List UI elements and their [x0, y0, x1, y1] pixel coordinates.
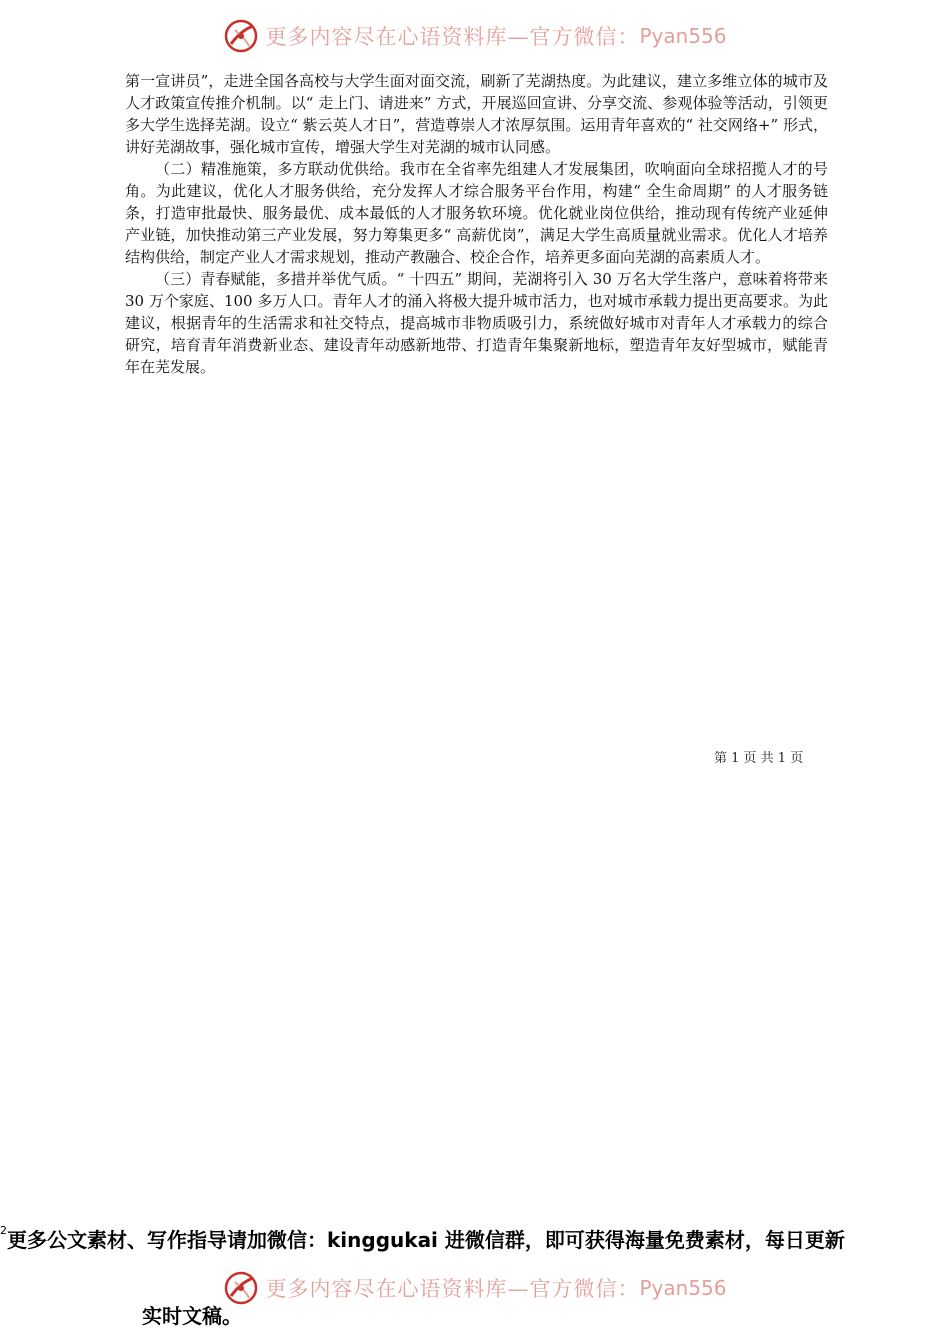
- library-logo-icon: [223, 18, 259, 54]
- paragraph: 第一宣讲员”，走进全国各高校与大学生面对面交流，刷新了芜湖热度。为此建议，建立多维立体的城市及人才政策宣传推介机制。以“ 走上门、请进来” 方式，开展巡回宣讲、分享交流、参观体验等活动，引领更多大学生选择芜湖。设立“ 紫云英人才日”，营造尊崇人才浓厚氛围。运用青年喜欢的“ 社交网络+” 形式，讲好芜湖故事，强化城市宣传，增强大学生对芜湖的城市认同感。: [125, 72, 828, 156]
- watermark-text: 更多内容尽在心语资料库—官方微信：: [265, 1277, 640, 1301]
- footer-promo-text: 更多公文素材、写作指导请加微信：kinggukai 进微信群，即可获得海量免费素材，每日更新: [7, 1228, 845, 1252]
- footer-promo-line: [0, 1224, 950, 1253]
- watermark-header: [0, 16, 950, 56]
- watermark-wechat-id: Pyan556: [639, 24, 727, 48]
- watermark-text: 更多内容尽在心语资料库—官方微信：: [265, 25, 640, 49]
- document-body: [125, 70, 828, 378]
- paragraph: （二）精准施策，多方联动优供给。我市在全省率先组建人才发展集团，吹响面向全球招揽人才的号角。为此建议，优化人才服务供给，充分发挥人才综合服务平台作用，构建“ 全生命周期” 的人才服务链条，打造审批最快、服务最优、成本最低的人才服务软环境。优化就业岗位供给，推动现有传统产业延伸产业链，加快推动第三产业发展，努力筹集更多“ 高薪优岗”，满足大学生高质量就业需求。优化人才培养结构供给，制定产业人才需求规划，推动产教融合、校企合作，培养更多面向芜湖的高素质人才。: [125, 160, 828, 266]
- page-number: 第 1 页 共 1 页: [714, 751, 804, 766]
- watermark-wechat-id: Pyan556: [639, 1276, 727, 1300]
- paragraph: （三）青春赋能，多措并举优气质。“ 十四五” 期间，芜湖将引入 30 万名大学生落户，意味着将带来 30 万个家庭、100 多万人口。青年人才的涌入将极大提升城市活力，也对城市承载力提出更高要求。为此建议，根据青年的生活需求和社交特点，提高城市非物质吸引力，系统做好城市对青年人才承载力的综合研究，培育青年消费新业态、建设青年动感新地带、打造青年集聚新地标，塑造青年友好型城市，赋能青年在芜发展。: [125, 270, 828, 376]
- footer-marker: 2: [0, 1224, 7, 1237]
- footer-promo-line-2: 实时文稿。: [142, 1304, 242, 1328]
